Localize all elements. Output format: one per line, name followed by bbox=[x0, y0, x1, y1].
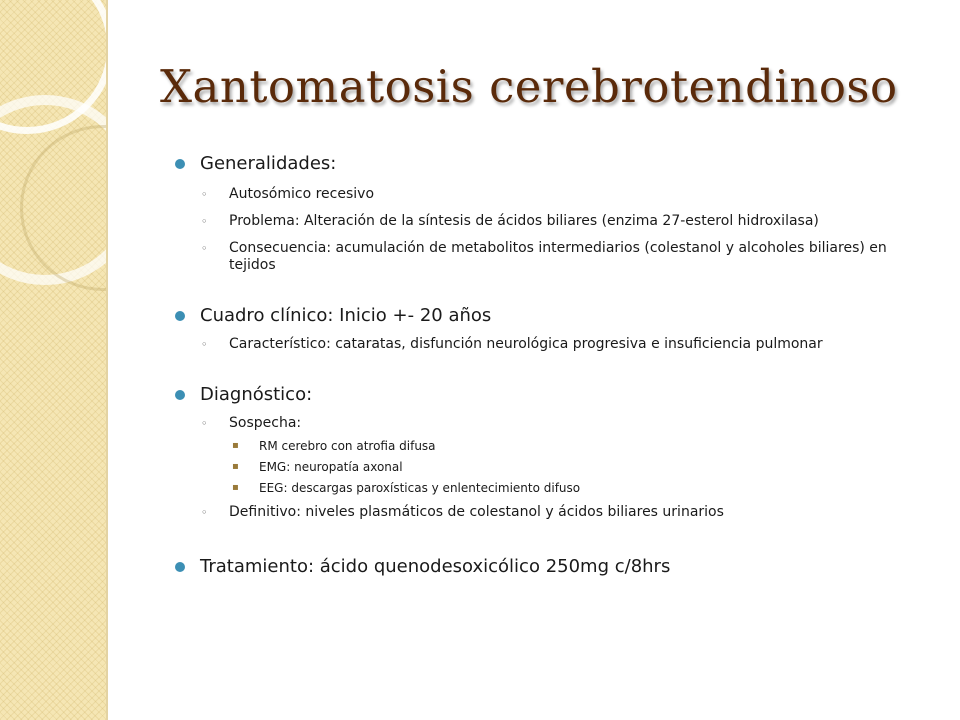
list-item-text: Definitivo: niveles plasmáticos de colestanol y ácidos biliares urinarios bbox=[229, 504, 724, 520]
list-item bbox=[175, 240, 935, 274]
sub-list-item bbox=[175, 459, 935, 475]
sub-list-item bbox=[175, 438, 935, 454]
bullet-icon bbox=[175, 390, 185, 400]
section-diagnostico bbox=[175, 383, 935, 407]
list-item-text: Consecuencia: acumulación de metabolitos intermediarios (colestanol y alcoholes biliares) en tejidos bbox=[229, 240, 887, 273]
sidebar-divider bbox=[106, 0, 108, 720]
bullet-icon bbox=[175, 562, 185, 572]
sub-list-item-text: RM cerebro con atrofia difusa bbox=[259, 439, 436, 453]
section-generalidades bbox=[175, 152, 935, 176]
list-item-text: Sospecha: bbox=[229, 415, 302, 431]
sub-list-item-text: EMG: neuropatía axonal bbox=[259, 460, 403, 474]
bullet-icon bbox=[175, 159, 185, 169]
small-bullet-icon: ▪ bbox=[232, 482, 239, 493]
small-bullet-icon: ▪ bbox=[232, 440, 239, 451]
bullet-icon bbox=[175, 311, 185, 321]
ring-bullet-icon: ◦ bbox=[201, 417, 208, 430]
section-heading: Cuadro clínico: Inicio +- 20 años bbox=[200, 305, 492, 326]
decorative-sidebar bbox=[0, 0, 106, 720]
section-heading: Generalidades: bbox=[200, 153, 337, 174]
list-item-text: Problema: Alteración de la síntesis de ácidos biliares (enzima 27-esterol hidroxilasa) bbox=[229, 213, 819, 229]
list-item-text: Característico: cataratas, disfunción neurológica progresiva e insuficiencia pulmonar bbox=[229, 336, 823, 352]
sub-list-item-text: EEG: descargas paroxísticas y enlentecimiento difuso bbox=[259, 481, 581, 495]
list-item-text: Autosómico recesivo bbox=[229, 186, 375, 202]
section-tratamiento bbox=[175, 555, 935, 579]
list-item bbox=[175, 186, 935, 203]
slide-title: Xantomatosis cerebrotendinoso bbox=[160, 60, 898, 113]
list-item bbox=[175, 504, 935, 521]
list-item bbox=[175, 415, 935, 432]
ring-bullet-icon: ◦ bbox=[201, 242, 208, 255]
small-bullet-icon: ▪ bbox=[232, 461, 239, 472]
ring-bullet-icon: ◦ bbox=[201, 188, 208, 201]
sub-list-item bbox=[175, 480, 935, 496]
section-heading: Diagnóstico: bbox=[200, 384, 313, 405]
ring-bullet-icon: ◦ bbox=[201, 506, 208, 519]
ring-bullet-icon: ◦ bbox=[201, 215, 208, 228]
slide-content bbox=[175, 152, 935, 579]
ring-bullet-icon: ◦ bbox=[201, 338, 208, 351]
list-item bbox=[175, 336, 935, 353]
section-cuadro-clinico bbox=[175, 304, 935, 328]
list-item bbox=[175, 213, 935, 230]
section-heading: Tratamiento: ácido quenodesoxicólico 250mg c/8hrs bbox=[200, 556, 671, 577]
